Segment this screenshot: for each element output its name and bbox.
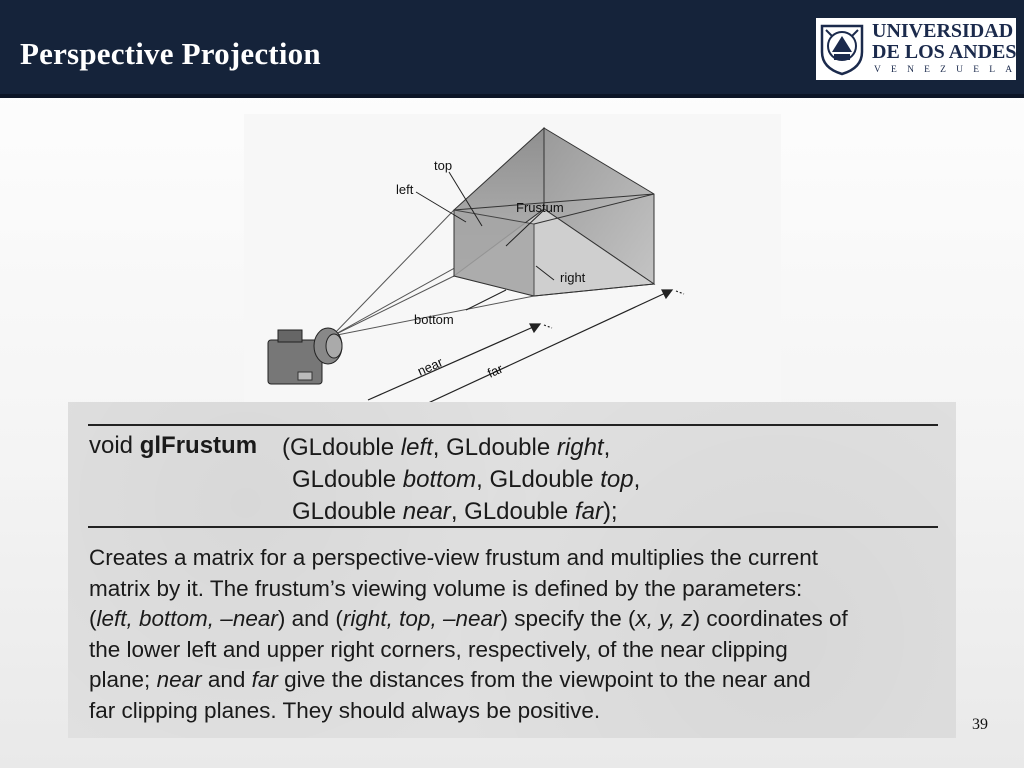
param-left: left bbox=[400, 434, 433, 461]
param-bottom: bottom bbox=[402, 466, 477, 493]
function-parameters: (GLdouble left, GLdouble right, GLdouble bottom, GLdouble top, GLdouble near, GLdouble far); bbox=[282, 434, 641, 525]
desc-line-2: matrix by it. The frustum’s viewing volume is defined by the parameters: bbox=[89, 575, 803, 601]
logo-text-line3: VENEZUELA bbox=[874, 65, 1023, 75]
param-near: near bbox=[402, 498, 451, 525]
label-right: right bbox=[560, 270, 586, 285]
page-number: 39 bbox=[972, 716, 988, 733]
label-left: left bbox=[396, 182, 414, 197]
desc-line-4: the lower left and upper right corners, respectively, of the near clipping bbox=[89, 636, 788, 662]
glfrustum-reference-box bbox=[68, 402, 956, 738]
top-rule bbox=[88, 424, 938, 426]
param-right: right bbox=[556, 434, 604, 461]
university-logo bbox=[816, 18, 1023, 80]
frustum-diagram bbox=[244, 114, 781, 404]
slide-title: Perspective Projection bbox=[20, 36, 321, 71]
frustum-near-plane bbox=[454, 210, 534, 296]
camera-icon bbox=[268, 328, 342, 384]
slide-header bbox=[0, 0, 1024, 98]
label-near: near bbox=[415, 354, 446, 379]
desc-line-6: far clipping planes. They should always be positive. bbox=[89, 697, 601, 723]
param-top: top bbox=[600, 466, 634, 493]
function-signature-head bbox=[89, 432, 257, 460]
param-far: far bbox=[574, 498, 603, 525]
desc-line-5: plane; near and far give the distances from the viewpoint to the near and bbox=[89, 667, 811, 692]
label-frustum: Frustum bbox=[516, 200, 564, 215]
middle-rule bbox=[88, 526, 938, 528]
near-far-arrows bbox=[368, 290, 684, 404]
desc-line-3: (left, bottom, –near) and (right, top, –near) specify the (x, y, z) coordinates of bbox=[89, 606, 848, 631]
logo-text-line2: DE LOS ANDES bbox=[872, 41, 1017, 63]
function-name: glFrustum bbox=[139, 432, 258, 459]
university-seal-icon bbox=[818, 22, 866, 76]
return-type: void bbox=[89, 432, 134, 459]
desc-line-1: Creates a matrix for a perspective-view frustum and multiplies the current bbox=[89, 545, 819, 570]
label-far: far bbox=[485, 360, 506, 381]
label-top: top bbox=[434, 158, 453, 173]
label-bottom: bottom bbox=[414, 312, 454, 327]
logo-text-line1: UNIVERSIDAD bbox=[872, 20, 1014, 42]
function-description bbox=[89, 543, 944, 726]
frustum-figure bbox=[244, 114, 781, 404]
